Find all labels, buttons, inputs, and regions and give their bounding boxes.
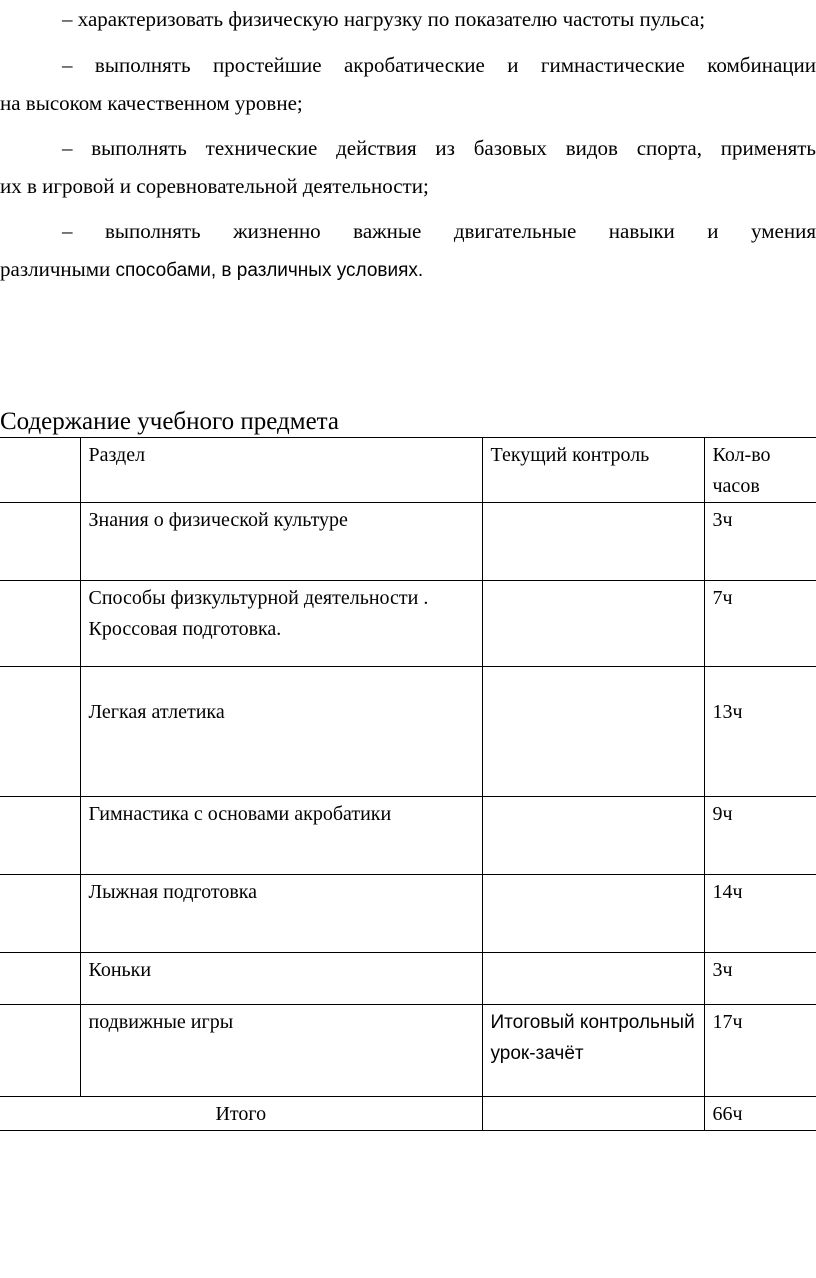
header-hours: Кол-во часов <box>704 438 816 503</box>
section-title: Содержание учебного предмета <box>0 408 340 435</box>
row-hours: 17ч <box>704 1005 816 1097</box>
row-section: Знания о физической культуре <box>80 503 482 581</box>
row-hours: 14ч <box>704 875 816 953</box>
requirement-line: их в игровой и соревновательной деятельности; <box>0 174 429 198</box>
row-hours: 7ч <box>704 581 816 667</box>
table-cell-empty <box>0 875 80 953</box>
table-cell-empty <box>0 1005 80 1097</box>
table-row <box>0 503 816 581</box>
requirement-pulse <box>0 0 816 38</box>
total-control <box>482 1097 704 1131</box>
requirement-line: на высоком качественном уровне; <box>0 91 303 115</box>
row-control <box>482 953 704 1005</box>
row-hours: 3ч <box>704 503 816 581</box>
row-control <box>482 503 704 581</box>
row-control <box>482 875 704 953</box>
table-cell-empty <box>0 797 80 875</box>
requirement-line: – выполнять жизненно важные двигательные навыки и умения <box>62 219 816 243</box>
row-section: Коньки <box>80 953 482 1005</box>
row-control <box>482 667 704 797</box>
table-cell-empty <box>0 667 80 797</box>
requirement-line: – выполнять технические действия из базовых видов спорта, применять <box>62 136 816 160</box>
requirement-acrobatics <box>0 46 816 122</box>
total-label: Итого <box>0 1097 482 1131</box>
table-cell-empty <box>0 581 80 667</box>
row-control <box>482 797 704 875</box>
requirement-text-serif: различными <box>0 257 116 281</box>
requirement-text-sans: способами, в различных условиях. <box>115 260 424 281</box>
row-hours: 3ч <box>704 953 816 1005</box>
table-row <box>0 667 816 797</box>
table-row <box>0 797 816 875</box>
table-row <box>0 875 816 953</box>
row-section: Легкая атлетика <box>80 667 482 797</box>
requirement-line: – характеризовать физическую нагрузку по показателю частоты пульса; <box>62 7 706 31</box>
table-cell-empty <box>0 953 80 1005</box>
table-cell-empty <box>0 438 80 503</box>
table-header-row <box>0 438 816 503</box>
header-control: Текущий контроль <box>482 438 704 503</box>
row-section: Лыжная подготовка <box>80 875 482 953</box>
requirement-line-mixed <box>0 250 816 290</box>
row-control: Итоговый контрольный урок-зачёт <box>482 1005 704 1097</box>
row-hours: 13ч <box>704 667 816 797</box>
header-section: Раздел <box>80 438 482 503</box>
table-row <box>0 581 816 667</box>
row-section: подвижные игры <box>80 1005 482 1097</box>
course-content-table <box>0 437 816 1131</box>
row-section: Гимнастика с основами акробатики <box>80 797 482 875</box>
row-control <box>482 581 704 667</box>
table-row <box>0 953 816 1005</box>
table-cell-empty <box>0 503 80 581</box>
requirement-sports-actions <box>0 129 816 205</box>
requirement-line: – выполнять простейшие акробатические и гимнастические комбинации <box>62 53 816 77</box>
row-section: Способы физкультурной деятельности . Кроссовая подготовка. <box>80 581 482 667</box>
row-hours: 9ч <box>704 797 816 875</box>
table-row <box>0 1005 816 1097</box>
table-total-row <box>0 1097 816 1131</box>
requirement-motor-skills <box>0 212 816 290</box>
total-hours: 66ч <box>704 1097 816 1131</box>
